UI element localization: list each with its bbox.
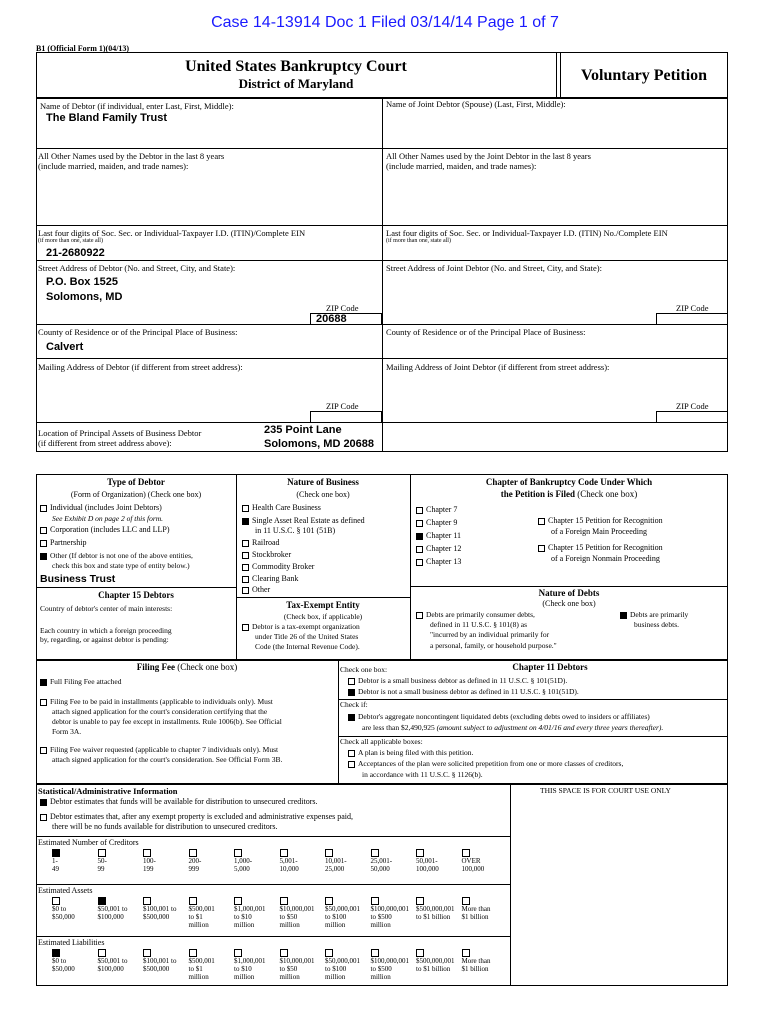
assets-option-label: million	[370, 921, 391, 929]
street-line-2[interactable]: Solomons, MD	[46, 291, 123, 303]
liabilities-option-label: $50,001 to	[97, 957, 128, 965]
debts-sub: (Check one box)	[542, 599, 596, 608]
assets-option-label: $1 billion	[461, 913, 489, 921]
liabilities-option-label: $50,000,001	[325, 957, 360, 965]
creditors-option-label: 100,000	[416, 865, 439, 873]
assets-option-label: $100,000	[97, 913, 124, 921]
option-funds-available[interactable]: Debtor estimates that funds will be available for distribution to unsecured creditors.	[40, 797, 317, 807]
assets-option[interactable]	[280, 897, 315, 929]
creditors-option[interactable]	[416, 849, 439, 873]
chapter15-center: Country of debtor's center of main interests:	[40, 604, 173, 613]
ch11-check-one: Check one box:	[340, 665, 388, 674]
assets-checkbox[interactable]	[371, 897, 379, 905]
liabilities-option-label: million	[188, 973, 209, 981]
option-stockbroker[interactable]: Stockbroker	[242, 550, 291, 560]
street-label: Street Address of Debtor (No. and Street, City, and State):	[38, 263, 236, 273]
chapter-title-2: the Petition is Filed (Check one box)	[500, 489, 638, 499]
creditors-checkbox[interactable]	[416, 849, 424, 857]
assets-option-label: million	[234, 921, 255, 929]
assets-option[interactable]	[143, 897, 176, 921]
tax-exempt-line-2: under Title 26 of the United States	[255, 632, 359, 641]
checkbox-full-fee-checked[interactable]	[40, 679, 47, 686]
mailing-zip-label: ZIP Code	[326, 401, 359, 411]
chapter15-title: Chapter 15 Debtors	[98, 590, 174, 600]
debtor-name-label: Name of Debtor (if individual, enter Last, First, Middle):	[40, 101, 234, 111]
creditors-option[interactable]	[98, 849, 109, 873]
nature-business-sub: (Check one box)	[296, 490, 350, 499]
assets-option[interactable]	[189, 897, 215, 929]
creditors-checkbox[interactable]	[143, 849, 151, 857]
creditors-option[interactable]	[462, 849, 485, 873]
checkbox-installments[interactable]	[40, 699, 47, 706]
mailing-zip-field[interactable]	[310, 411, 382, 423]
assets-option-label: $500,000,001	[416, 905, 455, 913]
option-tax-exempt[interactable]: Debtor is a tax-exempt organization	[242, 622, 360, 632]
assets-checkbox[interactable]	[234, 897, 242, 905]
assets-option[interactable]	[234, 897, 266, 929]
option-ch15-nonmain[interactable]: Chapter 15 Petition for Recognition	[538, 543, 663, 553]
consumer-line-2: defined in 11 U.S.C. § 101(8) as	[430, 620, 528, 629]
liabilities-option-label: to $1 billion	[416, 965, 451, 973]
ch11-check-all: Check all applicable boxes:	[340, 737, 423, 746]
option-ch11[interactable]: Chapter 11	[416, 531, 461, 541]
ch15-main-note: of a Foreign Main Proceeding	[551, 527, 647, 536]
option-aggregate-debts[interactable]: Debtor's aggregate noncontingent liquidated debts (excluding debts owed to insiders or affiliates)	[348, 712, 650, 722]
joint-street-label: Street Address of Joint Debtor (No. and Street, City, and State):	[386, 263, 602, 273]
assets-option[interactable]	[371, 897, 410, 929]
checkbox-not-small-business-checked[interactable]	[348, 689, 355, 696]
creditors-option-label: 49	[52, 865, 59, 873]
creditors-option-label: 5,001-	[279, 857, 298, 865]
type-debtor-sub: (Form of Organization) (Check one box)	[70, 490, 202, 499]
assets-option-label: $500,001	[188, 905, 215, 913]
creditors-title: Estimated Number of Creditors	[38, 838, 139, 847]
option-consumer-debts[interactable]: Debts are primarily consumer debts,	[416, 610, 535, 620]
option-small-business[interactable]: Debtor is a small business debtor as defined in 11 U.S.C. § 101(51D).	[348, 676, 567, 686]
option-no-funds[interactable]: Debtor estimates that, after any exempt property is excluded and administrative expenses paid,	[40, 812, 353, 822]
joint-zip-label: ZIP Code	[676, 303, 709, 313]
creditors-checkbox[interactable]	[325, 849, 333, 857]
assets-option-label: $1,000,001	[234, 905, 266, 913]
assets-option-label: to $50	[279, 913, 298, 921]
assets-option-label: million	[279, 921, 300, 929]
consumer-line-3: "incurred by an individual primarily for	[430, 630, 550, 639]
liabilities-option-label: million	[370, 973, 391, 981]
creditors-option-label: 200-	[188, 857, 202, 865]
zip-label: ZIP Code	[326, 303, 359, 313]
filing-fee-title: Filing Fee (Check one box)	[136, 662, 238, 672]
creditors-option-label: 50,000	[370, 865, 390, 873]
checkbox-ch11-checked[interactable]	[416, 533, 423, 540]
joint-ssn-label: Last four digits of Soc. Sec. or Individual-Taxpayer I.D. (ITIN) No./Complete EIN	[386, 228, 668, 238]
type-debtor-title: Type of Debtor	[107, 477, 165, 487]
court-district: District of Maryland	[238, 76, 354, 91]
assets-checkbox[interactable]	[416, 897, 424, 905]
assets-option-label: to $1 billion	[416, 913, 451, 921]
checkbox-partnership[interactable]	[40, 540, 47, 547]
creditors-option-label: OVER	[461, 857, 481, 865]
ch11-check-if: Check if:	[340, 700, 368, 709]
checkbox-aggregate-debts-checked[interactable]	[348, 714, 355, 721]
joint-county-label: County of Residence or of the Principal Place of Business:	[386, 327, 586, 337]
court-title: United States Bankruptcy Court	[185, 58, 407, 75]
location-label-2: (if different from street address above):	[38, 438, 172, 448]
checkbox-business-other[interactable]	[242, 587, 249, 594]
other-note: check this box and state type of entity below.)	[52, 561, 190, 570]
assets-option[interactable]	[416, 897, 455, 921]
checkbox-single-asset-checked[interactable]	[242, 518, 249, 525]
assets-option-label: More than	[461, 905, 491, 913]
assets-checkbox[interactable]	[143, 897, 151, 905]
liabilities-option[interactable]	[371, 949, 410, 981]
checkbox-railroad[interactable]	[242, 540, 249, 547]
joint-ssn-sub: (if more than one, state all)	[386, 238, 451, 244]
ssn-sub: (if more than one, state all)	[38, 238, 103, 244]
joint-other-names-sub: (include married, maiden, and trade names):	[386, 161, 537, 171]
option-installments[interactable]: Filing Fee to be paid in installments (applicable to individuals only). Must	[40, 697, 273, 707]
checkbox-ch15-main[interactable]	[538, 518, 545, 525]
option-full-fee[interactable]: Full Filing Fee attached	[40, 677, 121, 687]
aggregate-line-2: are less than $2,490,925 (amount subject to adjustment on 4/01/16 and every three years thereafter).	[362, 723, 664, 732]
option-other[interactable]: Other (If debtor is not one of the above entities,	[40, 551, 193, 561]
assets-option-label: to $1	[188, 913, 203, 921]
creditors-checkbox[interactable]	[189, 849, 197, 857]
ch15-nonmain-note: of a Foreign Nonmain Proceeding	[551, 554, 660, 563]
liabilities-option-label: $100,001 to	[143, 957, 177, 965]
county-label: County of Residence or of the Principal Place of Business:	[38, 327, 238, 337]
option-partnership[interactable]: Partnership	[40, 538, 86, 548]
checkbox-acceptances[interactable]	[348, 761, 355, 768]
creditors-option-label: 1,000-	[234, 857, 253, 865]
option-corporation[interactable]: Corporation (includes LLC and LLP)	[40, 525, 170, 535]
checkbox-ch12[interactable]	[416, 546, 423, 553]
case-header: Case 14-13914 Doc 1 Filed 03/14/14 Page 1 of 7	[211, 14, 559, 31]
mailing-label: Mailing Address of Debtor (if different from street address):	[38, 362, 243, 372]
petition-title: Voluntary Petition	[580, 67, 708, 84]
waiver-line-2: attach signed application for the court's consideration. See Official Form 3B.	[52, 755, 283, 764]
form-id: B1 (Official Form 1)(04/13)	[36, 44, 130, 53]
option-business-other[interactable]: Other	[242, 585, 270, 595]
liabilities-title: Estimated Liabilities	[38, 938, 105, 947]
location-line-1[interactable]: 235 Point Lane	[264, 424, 342, 436]
assets-option-label: $100,000,001	[370, 905, 409, 913]
assets-option-label: $500,000	[143, 913, 170, 921]
liabilities-checkbox[interactable]	[143, 949, 151, 957]
nature-business-title: Nature of Business	[287, 477, 359, 487]
checkbox-ch9[interactable]	[416, 520, 423, 527]
creditors-option-label: 999	[188, 865, 199, 873]
liabilities-option-label: $500,000	[143, 965, 170, 973]
location-line-2[interactable]: Solomons, MD 20688	[264, 438, 375, 450]
assets-checkbox-checked[interactable]	[98, 897, 106, 905]
liabilities-option-label: $1 billion	[461, 965, 489, 973]
liabilities-option-label: More than	[461, 957, 491, 965]
checkbox-plan-filed[interactable]	[348, 750, 355, 757]
option-ch15-main[interactable]: Chapter 15 Petition for Recognition	[538, 516, 663, 526]
checkbox-commodity[interactable]	[242, 564, 249, 571]
creditors-checkbox[interactable]	[234, 849, 242, 857]
debtor-name[interactable]: The Bland Family Trust	[46, 112, 168, 124]
liabilities-option-label: $500,000,001	[416, 957, 455, 965]
option-individual[interactable]: Individual (includes Joint Debtors)	[40, 503, 162, 513]
individual-note: See Exhibit D on page 2 of this form.	[52, 514, 164, 523]
liabilities-option[interactable]	[280, 949, 315, 981]
option-health[interactable]: Health Care Business	[242, 503, 321, 513]
assets-options	[36, 897, 510, 935]
liabilities-option[interactable]	[462, 949, 491, 973]
joint-other-names-label: All Other Names used by the Joint Debtor in the last 8 years	[386, 151, 591, 161]
liabilities-option-label: $1,000,001	[234, 957, 266, 965]
checkbox-corporation[interactable]	[40, 527, 47, 534]
assets-option-label: $100,001 to	[143, 905, 177, 913]
option-single-asset[interactable]: Single Asset Real Estate as defined	[242, 516, 365, 526]
checkbox-business-debts-checked[interactable]	[620, 612, 627, 619]
chapter-title-1: Chapter of Bankruptcy Code Under Which	[485, 477, 653, 487]
location-label-1: Location of Principal Assets of Business Debtor	[38, 428, 202, 438]
checkbox-clearing[interactable]	[242, 576, 249, 583]
other-names-label: All Other Names used by the Debtor in the last 8 years	[38, 151, 225, 161]
creditors-checkbox[interactable]	[371, 849, 379, 857]
option-railroad[interactable]: Railroad	[242, 538, 280, 548]
liabilities-option[interactable]	[416, 949, 455, 973]
option-fee-waiver[interactable]: Filing Fee waiver requested (applicable to chapter 7 individuals only). Must	[40, 745, 278, 755]
creditors-option[interactable]	[52, 849, 63, 873]
assets-checkbox[interactable]	[52, 897, 60, 905]
option-clearing[interactable]: Clearing Bank	[242, 574, 298, 584]
liabilities-option-label: million	[325, 973, 346, 981]
assets-option-label: to $10	[234, 913, 252, 921]
creditors-option-label: 50-	[97, 857, 107, 865]
other-names-sub: (include married, maiden, and trade names):	[38, 161, 189, 171]
liabilities-option-label: $100,000,001	[370, 957, 409, 965]
joint-name-label: Name of Joint Debtor (Spouse) (Last, First, Middle):	[386, 99, 566, 109]
liabilities-checkbox[interactable]	[189, 949, 197, 957]
liabilities-options	[36, 949, 510, 985]
debtor-zip[interactable]: 20688	[316, 313, 347, 325]
liabilities-option[interactable]	[234, 949, 266, 981]
liabilities-option-label: to $50	[279, 965, 298, 973]
creditors-checkbox-checked[interactable]	[52, 849, 60, 857]
chapter15-each-1: Each country in which a foreign proceeding	[40, 626, 172, 635]
liabilities-checkbox[interactable]	[371, 949, 379, 957]
install-line-4: Form 3A.	[52, 727, 82, 736]
checkbox-individual[interactable]	[40, 505, 47, 512]
creditors-option-label: 5,000	[234, 865, 250, 873]
checkbox-fee-waiver[interactable]	[40, 747, 47, 754]
liabilities-option[interactable]	[325, 949, 360, 981]
assets-title: Estimated Assets	[38, 886, 93, 895]
assets-option-label: to $500	[370, 913, 392, 921]
checkbox-no-funds[interactable]	[40, 814, 47, 821]
creditors-option[interactable]	[189, 849, 202, 873]
liabilities-checkbox[interactable]	[462, 949, 470, 957]
option-not-small-business[interactable]: Debtor is not a small business debtor as defined in 11 U.S.C. § 101(51D).	[348, 687, 579, 697]
option-ch9[interactable]: Chapter 9	[416, 518, 457, 528]
checkbox-tax-exempt[interactable]	[242, 624, 249, 631]
liabilities-option-label: to $100	[325, 965, 347, 973]
assets-checkbox[interactable]	[280, 897, 288, 905]
creditors-option-label: 25,001-	[370, 857, 393, 865]
creditors-checkbox[interactable]	[462, 849, 470, 857]
acceptances-line-2: in accordance with 11 U.S.C. § 1126(b).	[362, 770, 483, 779]
creditors-option-label: 10,001-	[325, 857, 347, 865]
liabilities-checkbox[interactable]	[234, 949, 242, 957]
county-value[interactable]: Calvert	[46, 341, 84, 353]
street-line-1[interactable]: P.O. Box 1525	[46, 276, 118, 288]
ssn-label: Last four digits of Soc. Sec. or Individual-Taxpayer I.D. (ITIN)/Complete EIN	[38, 228, 306, 238]
option-acceptances[interactable]: Acceptances of the plan were solicited prepetition from one or more classes of creditors,	[348, 759, 623, 769]
consumer-line-4: a personal, family, or household purpose."	[430, 641, 557, 650]
stat-title: Statistical/Administrative Information	[38, 786, 178, 796]
assets-option[interactable]	[325, 897, 360, 929]
liabilities-option-label: million	[234, 973, 255, 981]
creditors-option[interactable]	[371, 849, 393, 873]
checkbox-stockbroker[interactable]	[242, 552, 249, 559]
creditors-checkbox[interactable]	[98, 849, 106, 857]
liabilities-option-label: $0 to	[52, 957, 67, 965]
option-business-debts[interactable]: Debts are primarily	[620, 610, 688, 620]
business-debts-line-2: business debts.	[634, 620, 679, 629]
debtor-ein[interactable]: 21-2680922	[46, 247, 105, 259]
ch11-debtors-title: Chapter 11 Debtors	[512, 662, 588, 672]
liabilities-option-label: $100,000	[97, 965, 124, 973]
liabilities-option[interactable]	[98, 949, 128, 973]
checkbox-health[interactable]	[242, 505, 249, 512]
liabilities-option-label: $10,000,001	[279, 957, 315, 965]
liabilities-option-label: to $10	[234, 965, 252, 973]
creditors-option[interactable]	[325, 849, 347, 873]
option-commodity[interactable]: Commodity Broker	[242, 562, 314, 572]
assets-checkbox[interactable]	[189, 897, 197, 905]
joint-zip-field[interactable]	[656, 313, 728, 325]
liabilities-option-label: million	[279, 973, 300, 981]
joint-mailing-zip-field[interactable]	[656, 411, 728, 423]
option-ch13[interactable]: Chapter 13	[416, 557, 461, 567]
assets-option-label: $50,000,001	[325, 905, 360, 913]
assets-option[interactable]	[462, 897, 491, 921]
assets-option[interactable]	[98, 897, 128, 921]
joint-mailing-label: Mailing Address of Joint Debtor (if different from street address):	[386, 362, 610, 372]
option-plan-filed[interactable]: A plan is being filed with this petition.	[348, 748, 473, 758]
creditors-option-label: 1-	[52, 857, 58, 865]
liabilities-option-label: $500,001	[188, 957, 215, 965]
liabilities-option-label: $50,000	[52, 965, 75, 973]
creditors-option-label: 199	[143, 865, 154, 873]
assets-option[interactable]	[52, 897, 75, 921]
checkbox-other-checked[interactable]	[40, 553, 47, 560]
creditors-option[interactable]	[234, 849, 252, 873]
liabilities-checkbox-checked[interactable]	[52, 949, 60, 957]
assets-option-label: $50,000	[52, 913, 75, 921]
court-use-only: THIS SPACE IS FOR COURT USE ONLY	[540, 786, 671, 795]
assets-option-label: $10,000,001	[279, 905, 315, 913]
creditors-option-label: 25,000	[325, 865, 345, 873]
creditors-option[interactable]	[143, 849, 156, 873]
chapter15-each-2: by, regarding, or against debtor is pending:	[40, 635, 169, 644]
assets-option-label: $50,001 to	[97, 905, 128, 913]
liabilities-checkbox[interactable]	[416, 949, 424, 957]
single-asset-note: in 11 U.S.C. § 101 (51B)	[255, 526, 336, 535]
assets-checkbox[interactable]	[325, 897, 333, 905]
creditors-option-label: 50,001-	[416, 857, 438, 865]
option-ch7[interactable]: Chapter 7	[416, 505, 457, 515]
creditors-options	[36, 849, 510, 883]
creditors-option-label: 100-	[143, 857, 156, 865]
assets-checkbox[interactable]	[462, 897, 470, 905]
assets-option-label: million	[325, 921, 346, 929]
liabilities-option-label: to $1	[188, 965, 203, 973]
checkbox-funds-available-checked[interactable]	[40, 799, 47, 806]
liabilities-option[interactable]	[52, 949, 75, 973]
joint-mailing-zip-label: ZIP Code	[676, 401, 709, 411]
checkbox-ch7[interactable]	[416, 507, 423, 514]
assets-option-label: to $100	[325, 913, 347, 921]
liabilities-option[interactable]	[189, 949, 215, 981]
liabilities-checkbox[interactable]	[325, 949, 333, 957]
no-funds-line-2: there will be no funds available for distribution to unsecured creditors.	[52, 822, 278, 831]
install-line-3: debtor is unable to pay fee except in installments. Rule 1006(b). See Official	[52, 717, 282, 726]
entity-type-value[interactable]: Business Trust	[40, 573, 116, 585]
install-line-2: attach signed application for the court's consideration certifying that the	[52, 707, 268, 716]
tax-exempt-title: Tax-Exempt Entity	[286, 600, 360, 610]
creditors-option-label: 99	[97, 865, 105, 873]
assets-option-label: $0 to	[52, 905, 67, 913]
creditors-option-label: 10,000	[279, 865, 299, 873]
liabilities-checkbox[interactable]	[280, 949, 288, 957]
option-ch12[interactable]: Chapter 12	[416, 544, 461, 554]
checkbox-ch15-nonmain[interactable]	[538, 545, 545, 552]
creditors-checkbox[interactable]	[280, 849, 288, 857]
tax-exempt-line-3: Code (the Internal Revenue Code).	[255, 642, 360, 651]
creditors-option[interactable]	[280, 849, 299, 873]
debts-title: Nature of Debts	[538, 588, 600, 598]
liabilities-option-label: to $500	[370, 965, 392, 973]
assets-option-label: million	[188, 921, 209, 929]
checkbox-ch13[interactable]	[416, 559, 423, 566]
liabilities-checkbox[interactable]	[98, 949, 106, 957]
checkbox-small-business[interactable]	[348, 678, 355, 685]
creditors-option-label: 100,000	[461, 865, 485, 873]
tax-exempt-sub: (Check box, if applicable)	[283, 612, 363, 621]
liabilities-option[interactable]	[143, 949, 176, 973]
checkbox-consumer-debts[interactable]	[416, 612, 423, 619]
